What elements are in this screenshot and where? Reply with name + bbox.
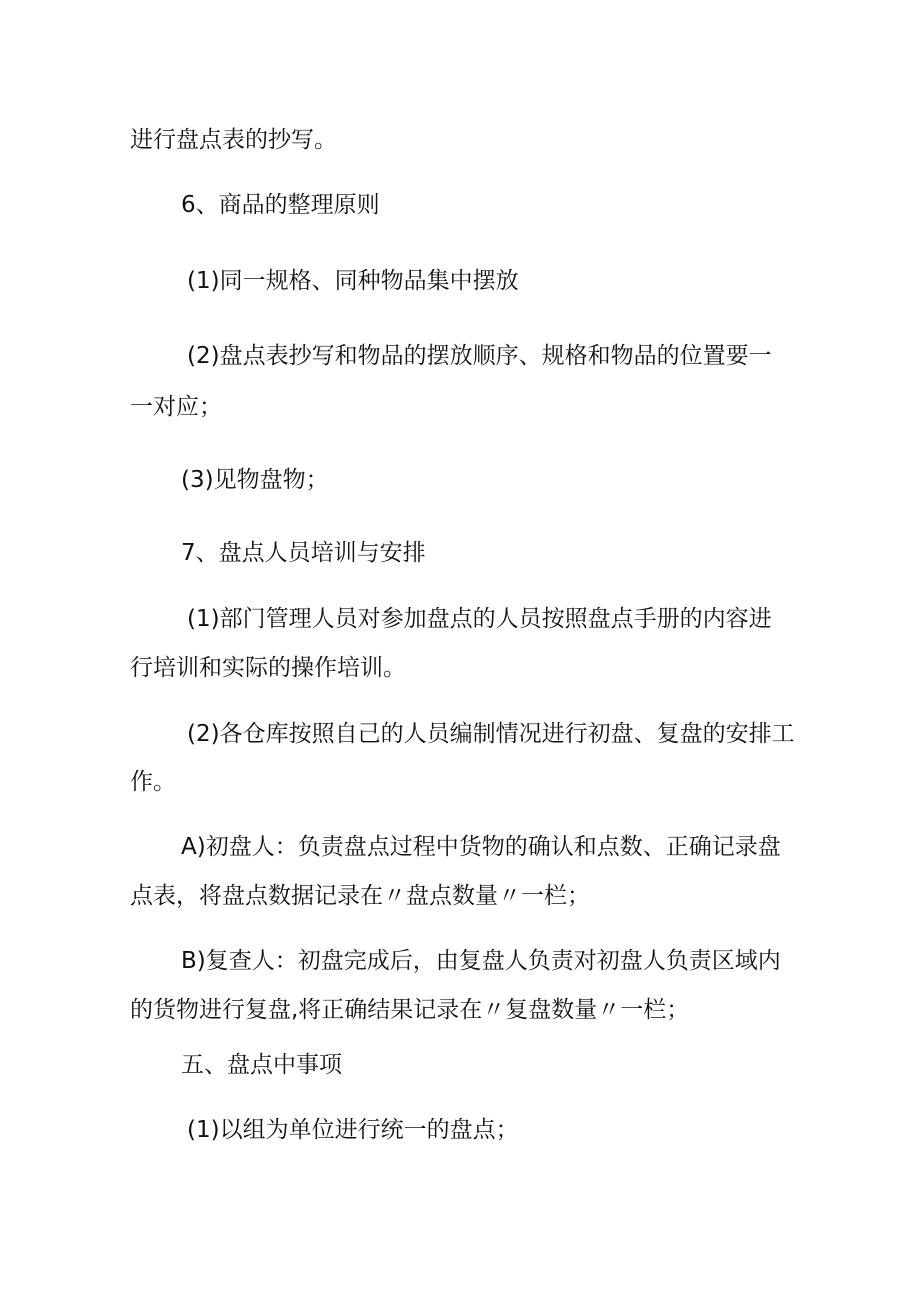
list-item-text: (2)各仓库按照自己的人员编制情况进行初盘、复盘的安排工: [187, 721, 795, 747]
section-heading-7: 7、盘点人员培训与安排: [181, 540, 426, 566]
role-description-text: B)复查人：初盘完成后，由复盘人负责对初盘人负责区域内: [181, 948, 781, 974]
list-item-continuation: 行培训和实际的操作培训。: [130, 655, 406, 681]
list-item-text: (2)盘点表抄写和物品的摆放顺序、规格和物品的位置要一: [187, 343, 772, 369]
paragraph-continuation: 进行盘点表的抄写。: [130, 127, 337, 153]
list-item-text: (1)部门管理人员对参加盘点的人员按照盘点手册的内容进: [187, 606, 772, 632]
list-item-continuation: 作。: [130, 769, 176, 795]
role-description-continuation: 点表，将盘点数据记录在〃盘点数量〃一栏；: [130, 883, 590, 909]
section-heading-6: 6、商品的整理原则: [181, 192, 380, 218]
role-description-text: A)初盘人：负责盘点过程中货物的确认和点数、正确记录盘: [181, 834, 781, 860]
role-description-continuation: 的货物进行复盘,将正确结果记录在〃复盘数量〃一栏；: [130, 997, 690, 1023]
list-item-text: (3)见物盘物；: [181, 467, 329, 493]
section-heading-5: 五、盘点中事项: [181, 1052, 342, 1078]
list-item-continuation: 一对应；: [130, 394, 222, 420]
list-item-text: (1)同一规格、同种物品集中摆放: [187, 268, 519, 294]
list-item-text: (1)以组为单位进行统一的盘点；: [187, 1117, 519, 1143]
